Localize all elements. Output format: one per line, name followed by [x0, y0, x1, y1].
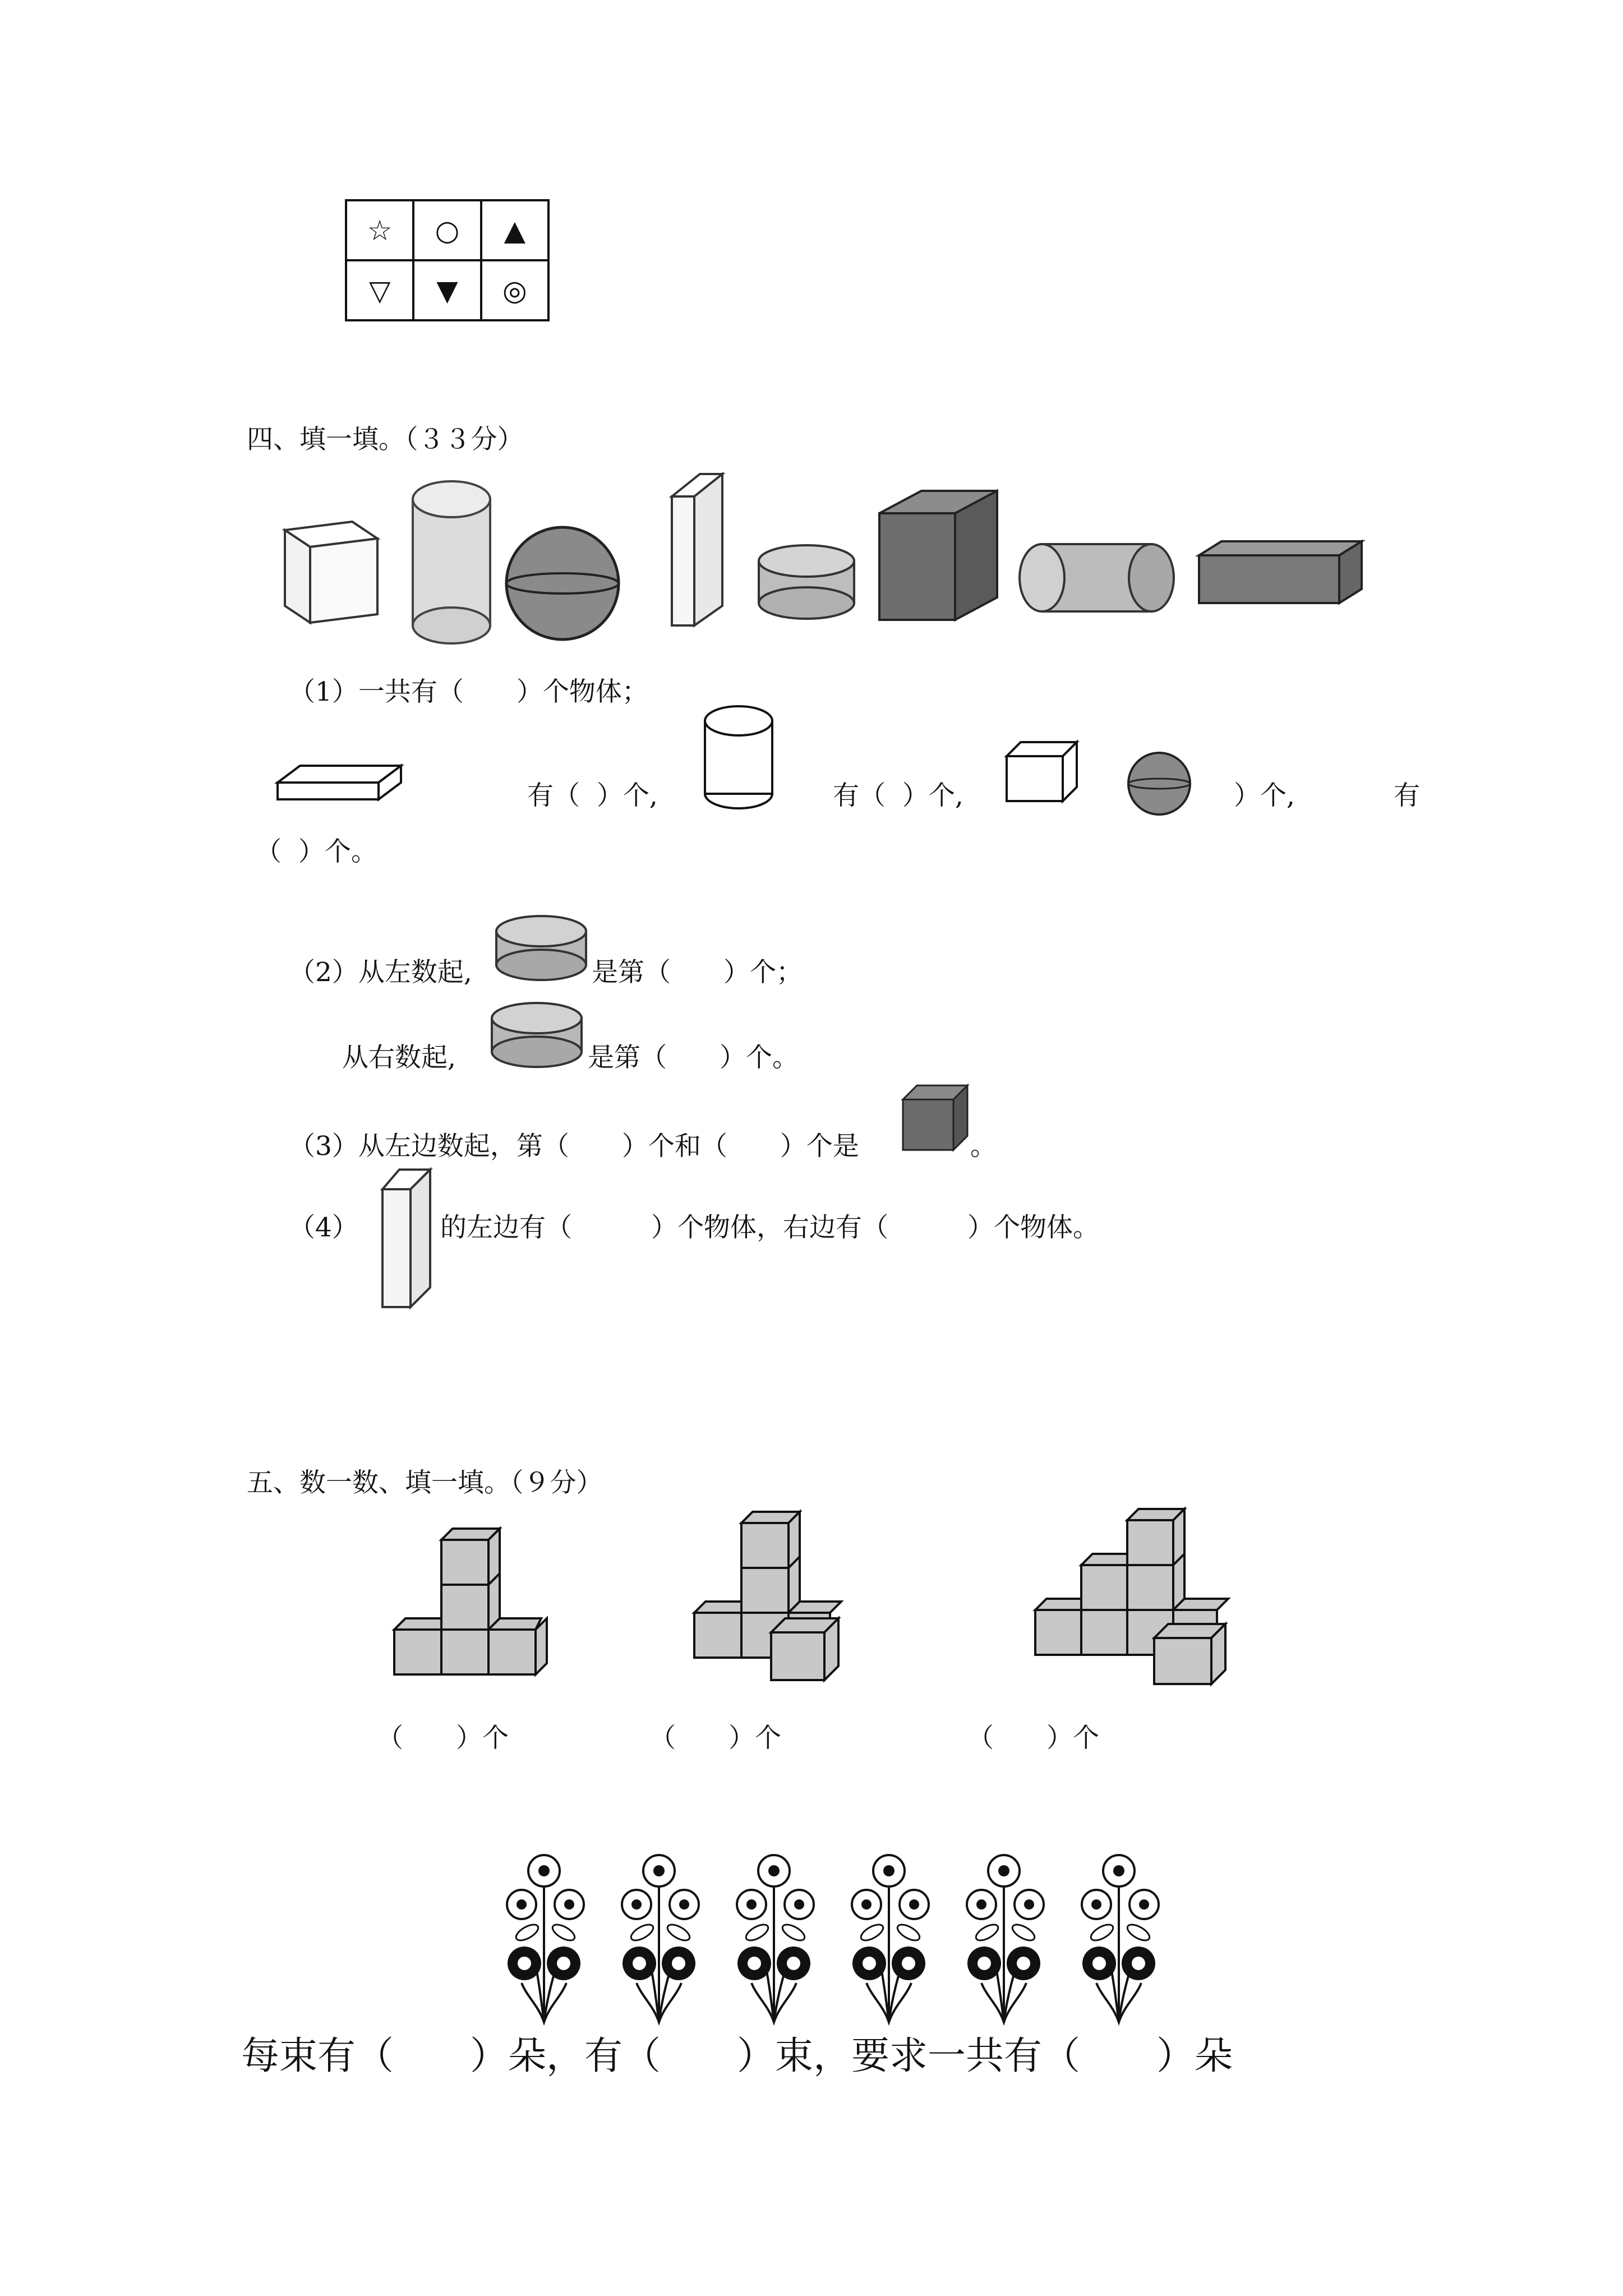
flower-bunch: [737, 1855, 814, 2022]
q1-cylinder-text: 有（ ）个,: [833, 780, 963, 811]
short-cylinder-icon: [494, 912, 589, 984]
section4-title: 四、填一填。（３３分）: [247, 424, 524, 455]
flower-bunch: [622, 1855, 699, 2022]
q1-cuboid-text: 有（ ）个,: [527, 780, 658, 811]
cylinder-outline-icon: [702, 704, 775, 811]
circle-icon: ○: [413, 200, 481, 260]
symbol-grid-row: [346, 200, 548, 260]
section5-title: 五、数一数、填一填。（９分）: [247, 1467, 603, 1498]
q2-right-prefix: 从右数起,: [342, 1042, 456, 1073]
down-triangle-icon: ▽: [346, 260, 413, 320]
flower-bunch: [852, 1855, 929, 2022]
q2-right-suffix: 是第（ ）个。: [588, 1042, 799, 1073]
dark-cube-icon: [879, 491, 997, 620]
block-stack-1: [390, 1523, 552, 1686]
block-stack-2: [690, 1506, 852, 1686]
q3-suffix: 。: [970, 1131, 997, 1162]
symbol-grid: [345, 199, 550, 321]
filled-down-triangle-icon: ▼: [413, 260, 481, 320]
short-cylinder-icon: [489, 999, 584, 1071]
q3-prefix: （3）从左边数起，第（ ）个和（ ）个是: [289, 1131, 859, 1162]
q2-left-suffix: 是第（ ）个；: [592, 957, 803, 988]
bullseye-icon: ◎: [481, 260, 548, 320]
flower-bunch: [1082, 1855, 1159, 2022]
flower-sentence: 每束有（ ）朵，有（ ）束，要求一共有（ ）朵: [241, 2034, 1233, 2078]
q2-left-prefix: （2）从左数起,: [289, 957, 472, 988]
shapes-row-image: [268, 463, 1365, 642]
flat-cuboid-icon: [1199, 541, 1362, 603]
star-icon: ☆: [346, 200, 413, 260]
symbol-grid-row: [346, 260, 548, 320]
sphere-icon: [506, 527, 619, 639]
tall-cuboid-icon: [377, 1167, 439, 1313]
filled-triangle-icon: ▲: [481, 200, 548, 260]
q4-prefix: （4）: [289, 1212, 358, 1243]
block-answer-3: （ ）个: [967, 1723, 1099, 1754]
q4-text: 的左边有（ ）个物体，右边有（ ）个物体。: [440, 1212, 1099, 1243]
dark-cube-icon: [900, 1083, 970, 1153]
flat-board-icon: [275, 763, 404, 808]
flower-bunches-image: [488, 1837, 1183, 2033]
block-answer-2: （ ）个: [649, 1723, 781, 1754]
q1-line1: （1）一共有（ ）个物体；: [289, 677, 648, 707]
cube-icon: [285, 522, 377, 623]
q1-sphere-text: ）个,: [1234, 780, 1295, 811]
q1-last-you: 有: [1394, 780, 1420, 811]
flower-bunch: [507, 1855, 584, 2022]
cube-outline-icon: [1004, 739, 1080, 804]
lying-cylinder-icon: [1020, 544, 1174, 611]
tall-cuboid-icon: [672, 474, 722, 625]
block-answer-1: （ ）个: [377, 1723, 509, 1754]
sphere-small-icon: [1124, 752, 1195, 816]
q1-line3: （ ）个。: [255, 836, 377, 867]
short-cylinder-icon: [759, 545, 854, 619]
cylinder-icon: [413, 481, 490, 643]
flower-bunch: [967, 1855, 1044, 2022]
block-stack-3: [1032, 1503, 1245, 1688]
